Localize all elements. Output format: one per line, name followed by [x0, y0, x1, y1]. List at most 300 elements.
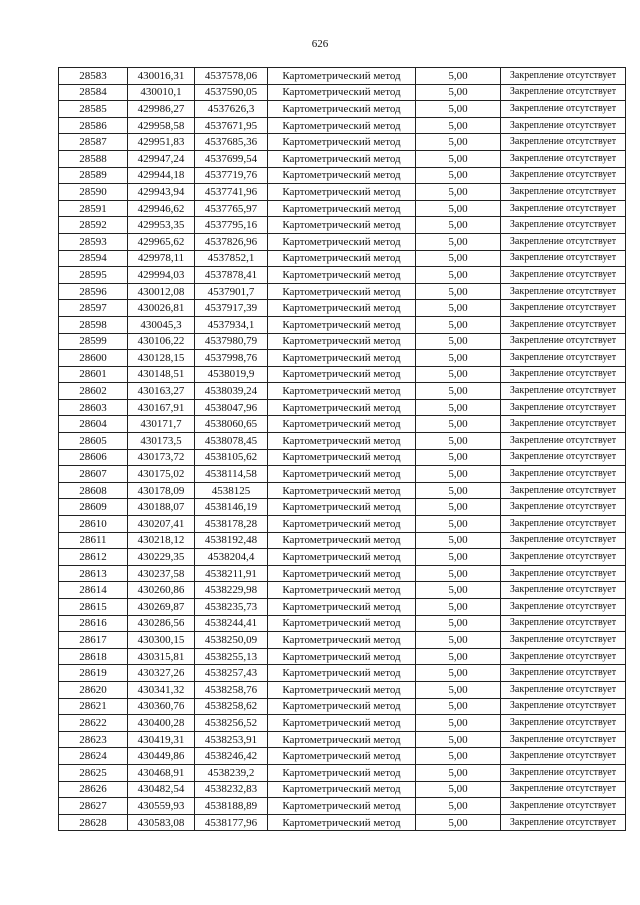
method-cell: Картометрический метод [268, 350, 416, 367]
table-row [59, 134, 626, 151]
y-coordinate-cell: 4538204,4 [195, 549, 268, 566]
point-number-cell: 28619 [59, 665, 128, 682]
precision-cell: 5,00 [416, 316, 501, 333]
method-cell: Картометрический метод [268, 184, 416, 201]
point-number-cell: 28610 [59, 516, 128, 533]
x-coordinate-cell: 430300,15 [128, 632, 195, 649]
method-cell: Картометрический метод [268, 117, 416, 134]
point-number-cell: 28609 [59, 499, 128, 516]
fixation-cell: Закрепление отсутствует [501, 366, 626, 383]
precision-cell: 5,00 [416, 565, 501, 582]
table-row [59, 267, 626, 284]
point-number-cell: 28615 [59, 599, 128, 616]
table-row [59, 499, 626, 516]
precision-cell: 5,00 [416, 350, 501, 367]
precision-cell: 5,00 [416, 117, 501, 134]
y-coordinate-cell: 4537795,16 [195, 217, 268, 234]
y-coordinate-cell: 4538257,43 [195, 665, 268, 682]
method-cell: Картометрический метод [268, 499, 416, 516]
y-coordinate-cell: 4537901,7 [195, 283, 268, 300]
method-cell: Картометрический метод [268, 250, 416, 267]
method-cell: Картометрический метод [268, 68, 416, 85]
table-row [59, 814, 626, 831]
x-coordinate-cell: 430260,86 [128, 582, 195, 599]
fixation-cell: Закрепление отсутствует [501, 482, 626, 499]
table-row [59, 482, 626, 499]
method-cell: Картометрический метод [268, 300, 416, 317]
table-row [59, 748, 626, 765]
precision-cell: 5,00 [416, 665, 501, 682]
fixation-cell: Закрепление отсутствует [501, 565, 626, 582]
precision-cell: 5,00 [416, 532, 501, 549]
fixation-cell: Закрепление отсутствует [501, 150, 626, 167]
fixation-cell: Закрепление отсутствует [501, 715, 626, 732]
x-coordinate-cell: 430286,56 [128, 615, 195, 632]
method-cell: Картометрический метод [268, 516, 416, 533]
point-number-cell: 28583 [59, 68, 128, 85]
fixation-cell: Закрепление отсутствует [501, 84, 626, 101]
precision-cell: 5,00 [416, 582, 501, 599]
precision-cell: 5,00 [416, 383, 501, 400]
point-number-cell: 28588 [59, 150, 128, 167]
y-coordinate-cell: 4537578,06 [195, 68, 268, 85]
method-cell: Картометрический метод [268, 748, 416, 765]
precision-cell: 5,00 [416, 233, 501, 250]
method-cell: Картометрический метод [268, 698, 416, 715]
fixation-cell: Закрепление отсутствует [501, 532, 626, 549]
y-coordinate-cell: 4538078,45 [195, 433, 268, 450]
y-coordinate-cell: 4538039,24 [195, 383, 268, 400]
precision-cell: 5,00 [416, 134, 501, 151]
y-coordinate-cell: 4537826,96 [195, 233, 268, 250]
x-coordinate-cell: 429944,18 [128, 167, 195, 184]
point-number-cell: 28589 [59, 167, 128, 184]
method-cell: Картометрический метод [268, 399, 416, 416]
fixation-cell: Закрепление отсутствует [501, 814, 626, 831]
method-cell: Картометрический метод [268, 217, 416, 234]
method-cell: Картометрический метод [268, 781, 416, 798]
fixation-cell: Закрепление отсутствует [501, 698, 626, 715]
precision-cell: 5,00 [416, 300, 501, 317]
fixation-cell: Закрепление отсутствует [501, 449, 626, 466]
x-coordinate-cell: 430315,81 [128, 648, 195, 665]
table-row [59, 184, 626, 201]
precision-cell: 5,00 [416, 648, 501, 665]
method-cell: Картометрический метод [268, 632, 416, 649]
table-row [59, 399, 626, 416]
x-coordinate-cell: 429951,83 [128, 134, 195, 151]
x-coordinate-cell: 430173,5 [128, 433, 195, 450]
y-coordinate-cell: 4538192,48 [195, 532, 268, 549]
method-cell: Картометрический метод [268, 316, 416, 333]
y-coordinate-cell: 4538177,96 [195, 814, 268, 831]
y-coordinate-cell: 4538239,2 [195, 764, 268, 781]
fixation-cell: Закрепление отсутствует [501, 68, 626, 85]
y-coordinate-cell: 4537852,1 [195, 250, 268, 267]
point-number-cell: 28593 [59, 233, 128, 250]
coordinates-table [58, 67, 626, 831]
table-row [59, 68, 626, 85]
x-coordinate-cell: 430449,86 [128, 748, 195, 765]
x-coordinate-cell: 430045,3 [128, 316, 195, 333]
table-row [59, 250, 626, 267]
method-cell: Картометрический метод [268, 599, 416, 616]
x-coordinate-cell: 430327,26 [128, 665, 195, 682]
table-row [59, 731, 626, 748]
method-cell: Картометрический метод [268, 565, 416, 582]
method-cell: Картометрический метод [268, 532, 416, 549]
table-row [59, 781, 626, 798]
precision-cell: 5,00 [416, 250, 501, 267]
y-coordinate-cell: 4538114,58 [195, 466, 268, 483]
point-number-cell: 28612 [59, 549, 128, 566]
point-number-cell: 28586 [59, 117, 128, 134]
fixation-cell: Закрепление отсутствует [501, 665, 626, 682]
fixation-cell: Закрепление отсутствует [501, 731, 626, 748]
y-coordinate-cell: 4537917,39 [195, 300, 268, 317]
method-cell: Картометрический метод [268, 366, 416, 383]
fixation-cell: Закрепление отсутствует [501, 134, 626, 151]
table-row [59, 150, 626, 167]
table-row [59, 449, 626, 466]
y-coordinate-cell: 4538125 [195, 482, 268, 499]
precision-cell: 5,00 [416, 781, 501, 798]
fixation-cell: Закрепление отсутствует [501, 516, 626, 533]
y-coordinate-cell: 4537685,36 [195, 134, 268, 151]
x-coordinate-cell: 430269,87 [128, 599, 195, 616]
table-row [59, 466, 626, 483]
table-row [59, 565, 626, 582]
method-cell: Картометрический метод [268, 549, 416, 566]
method-cell: Картометрический метод [268, 449, 416, 466]
point-number-cell: 28591 [59, 200, 128, 217]
point-number-cell: 28587 [59, 134, 128, 151]
y-coordinate-cell: 4537765,97 [195, 200, 268, 217]
x-coordinate-cell: 430106,22 [128, 333, 195, 350]
table-row [59, 798, 626, 815]
y-coordinate-cell: 4538258,62 [195, 698, 268, 715]
x-coordinate-cell: 430188,07 [128, 499, 195, 516]
point-number-cell: 28604 [59, 416, 128, 433]
method-cell: Картометрический метод [268, 433, 416, 450]
fixation-cell: Закрепление отсутствует [501, 350, 626, 367]
point-number-cell: 28597 [59, 300, 128, 317]
fixation-cell: Закрепление отсутствует [501, 599, 626, 616]
precision-cell: 5,00 [416, 184, 501, 201]
precision-cell: 5,00 [416, 731, 501, 748]
table-row [59, 316, 626, 333]
table-row [59, 366, 626, 383]
y-coordinate-cell: 4538047,96 [195, 399, 268, 416]
y-coordinate-cell: 4538229,98 [195, 582, 268, 599]
precision-cell: 5,00 [416, 200, 501, 217]
point-number-cell: 28627 [59, 798, 128, 815]
precision-cell: 5,00 [416, 84, 501, 101]
method-cell: Картометрический метод [268, 167, 416, 184]
point-number-cell: 28626 [59, 781, 128, 798]
y-coordinate-cell: 4537671,95 [195, 117, 268, 134]
y-coordinate-cell: 4538105,62 [195, 449, 268, 466]
y-coordinate-cell: 4538246,42 [195, 748, 268, 765]
point-number-cell: 28605 [59, 433, 128, 450]
point-number-cell: 28625 [59, 764, 128, 781]
method-cell: Картометрический метод [268, 101, 416, 118]
table-row [59, 350, 626, 367]
point-number-cell: 28594 [59, 250, 128, 267]
table-row [59, 333, 626, 350]
method-cell: Картометрический метод [268, 615, 416, 632]
fixation-cell: Закрепление отсутствует [501, 416, 626, 433]
page-number: 626 [311, 38, 329, 50]
point-number-cell: 28585 [59, 101, 128, 118]
x-coordinate-cell: 430360,76 [128, 698, 195, 715]
precision-cell: 5,00 [416, 698, 501, 715]
method-cell: Картометрический метод [268, 283, 416, 300]
fixation-cell: Закрепление отсутствует [501, 764, 626, 781]
fixation-cell: Закрепление отсутствует [501, 781, 626, 798]
x-coordinate-cell: 430229,35 [128, 549, 195, 566]
fixation-cell: Закрепление отсутствует [501, 681, 626, 698]
precision-cell: 5,00 [416, 764, 501, 781]
precision-cell: 5,00 [416, 516, 501, 533]
fixation-cell: Закрепление отсутствует [501, 582, 626, 599]
x-coordinate-cell: 430012,08 [128, 283, 195, 300]
x-coordinate-cell: 430400,28 [128, 715, 195, 732]
table-row [59, 582, 626, 599]
y-coordinate-cell: 4537998,76 [195, 350, 268, 367]
point-number-cell: 28618 [59, 648, 128, 665]
method-cell: Картометрический метод [268, 798, 416, 815]
x-coordinate-cell: 430419,31 [128, 731, 195, 748]
method-cell: Картометрический метод [268, 233, 416, 250]
x-coordinate-cell: 430016,31 [128, 68, 195, 85]
y-coordinate-cell: 4538256,52 [195, 715, 268, 732]
x-coordinate-cell: 430583,08 [128, 814, 195, 831]
precision-cell: 5,00 [416, 632, 501, 649]
method-cell: Картометрический метод [268, 383, 416, 400]
fixation-cell: Закрепление отсутствует [501, 648, 626, 665]
point-number-cell: 28598 [59, 316, 128, 333]
method-cell: Картометрический метод [268, 665, 416, 682]
x-coordinate-cell: 430148,51 [128, 366, 195, 383]
point-number-cell: 28608 [59, 482, 128, 499]
fixation-cell: Закрепление отсутствует [501, 798, 626, 815]
y-coordinate-cell: 4538019,9 [195, 366, 268, 383]
fixation-cell: Закрепление отсутствует [501, 499, 626, 516]
precision-cell: 5,00 [416, 366, 501, 383]
method-cell: Картометрический метод [268, 416, 416, 433]
table-row [59, 416, 626, 433]
precision-cell: 5,00 [416, 499, 501, 516]
precision-cell: 5,00 [416, 101, 501, 118]
precision-cell: 5,00 [416, 681, 501, 698]
point-number-cell: 28624 [59, 748, 128, 765]
y-coordinate-cell: 4537590,05 [195, 84, 268, 101]
point-number-cell: 28595 [59, 267, 128, 284]
table-row [59, 433, 626, 450]
precision-cell: 5,00 [416, 283, 501, 300]
precision-cell: 5,00 [416, 217, 501, 234]
y-coordinate-cell: 4537934,1 [195, 316, 268, 333]
table-row [59, 200, 626, 217]
x-coordinate-cell: 430482,54 [128, 781, 195, 798]
point-number-cell: 28590 [59, 184, 128, 201]
fixation-cell: Закрепление отсутствует [501, 316, 626, 333]
point-number-cell: 28599 [59, 333, 128, 350]
table-row [59, 167, 626, 184]
x-coordinate-cell: 429986,27 [128, 101, 195, 118]
y-coordinate-cell: 4538253,91 [195, 731, 268, 748]
y-coordinate-cell: 4538258,76 [195, 681, 268, 698]
x-coordinate-cell: 430175,02 [128, 466, 195, 483]
point-number-cell: 28600 [59, 350, 128, 367]
y-coordinate-cell: 4538232,83 [195, 781, 268, 798]
fixation-cell: Закрепление отсутствует [501, 250, 626, 267]
precision-cell: 5,00 [416, 68, 501, 85]
point-number-cell: 28601 [59, 366, 128, 383]
y-coordinate-cell: 4538060,65 [195, 416, 268, 433]
y-coordinate-cell: 4538255,13 [195, 648, 268, 665]
table-row [59, 300, 626, 317]
x-coordinate-cell: 429953,35 [128, 217, 195, 234]
fixation-cell: Закрепление отсутствует [501, 433, 626, 450]
x-coordinate-cell: 429965,62 [128, 233, 195, 250]
table-row [59, 84, 626, 101]
y-coordinate-cell: 4538244,41 [195, 615, 268, 632]
x-coordinate-cell: 429958,58 [128, 117, 195, 134]
x-coordinate-cell: 430218,12 [128, 532, 195, 549]
point-number-cell: 28621 [59, 698, 128, 715]
method-cell: Картометрический метод [268, 715, 416, 732]
method-cell: Картометрический метод [268, 134, 416, 151]
fixation-cell: Закрепление отсутствует [501, 466, 626, 483]
fixation-cell: Закрепление отсутствует [501, 399, 626, 416]
x-coordinate-cell: 429947,24 [128, 150, 195, 167]
y-coordinate-cell: 4538146,19 [195, 499, 268, 516]
x-coordinate-cell: 430163,27 [128, 383, 195, 400]
point-number-cell: 28613 [59, 565, 128, 582]
point-number-cell: 28617 [59, 632, 128, 649]
table-row [59, 615, 626, 632]
fixation-cell: Закрепление отсутствует [501, 267, 626, 284]
point-number-cell: 28602 [59, 383, 128, 400]
table-row [59, 715, 626, 732]
x-coordinate-cell: 430167,91 [128, 399, 195, 416]
point-number-cell: 28622 [59, 715, 128, 732]
point-number-cell: 28592 [59, 217, 128, 234]
method-cell: Картометрический метод [268, 731, 416, 748]
table-row [59, 117, 626, 134]
fixation-cell: Закрепление отсутствует [501, 748, 626, 765]
x-coordinate-cell: 430010,1 [128, 84, 195, 101]
x-coordinate-cell: 430341,32 [128, 681, 195, 698]
table-row [59, 516, 626, 533]
point-number-cell: 28584 [59, 84, 128, 101]
method-cell: Картометрический метод [268, 150, 416, 167]
method-cell: Картометрический метод [268, 582, 416, 599]
x-coordinate-cell: 429943,94 [128, 184, 195, 201]
x-coordinate-cell: 429978,11 [128, 250, 195, 267]
x-coordinate-cell: 430128,15 [128, 350, 195, 367]
fixation-cell: Закрепление отсутствует [501, 549, 626, 566]
point-number-cell: 28616 [59, 615, 128, 632]
table-row [59, 681, 626, 698]
table-row [59, 383, 626, 400]
y-coordinate-cell: 4537719,76 [195, 167, 268, 184]
fixation-cell: Закрепление отсутствует [501, 217, 626, 234]
precision-cell: 5,00 [416, 449, 501, 466]
x-coordinate-cell: 429946,62 [128, 200, 195, 217]
point-number-cell: 28606 [59, 449, 128, 466]
point-number-cell: 28611 [59, 532, 128, 549]
fixation-cell: Закрепление отсутствует [501, 615, 626, 632]
table-row [59, 217, 626, 234]
point-number-cell: 28607 [59, 466, 128, 483]
table-row [59, 283, 626, 300]
precision-cell: 5,00 [416, 549, 501, 566]
fixation-cell: Закрепление отсутствует [501, 632, 626, 649]
method-cell: Картометрический метод [268, 482, 416, 499]
table-row [59, 698, 626, 715]
y-coordinate-cell: 4538178,28 [195, 516, 268, 533]
y-coordinate-cell: 4537878,41 [195, 267, 268, 284]
fixation-cell: Закрепление отсутствует [501, 117, 626, 134]
precision-cell: 5,00 [416, 748, 501, 765]
y-coordinate-cell: 4538250,09 [195, 632, 268, 649]
point-number-cell: 28596 [59, 283, 128, 300]
precision-cell: 5,00 [416, 715, 501, 732]
table-row [59, 101, 626, 118]
method-cell: Картометрический метод [268, 764, 416, 781]
y-coordinate-cell: 4537980,79 [195, 333, 268, 350]
x-coordinate-cell: 430207,41 [128, 516, 195, 533]
point-number-cell: 28620 [59, 681, 128, 698]
y-coordinate-cell: 4537626,3 [195, 101, 268, 118]
precision-cell: 5,00 [416, 482, 501, 499]
method-cell: Картометрический метод [268, 466, 416, 483]
x-coordinate-cell: 430468,91 [128, 764, 195, 781]
method-cell: Картометрический метод [268, 648, 416, 665]
table-row [59, 599, 626, 616]
precision-cell: 5,00 [416, 150, 501, 167]
fixation-cell: Закрепление отсутствует [501, 184, 626, 201]
y-coordinate-cell: 4537699,54 [195, 150, 268, 167]
precision-cell: 5,00 [416, 599, 501, 616]
method-cell: Картометрический метод [268, 200, 416, 217]
table-row [59, 549, 626, 566]
point-number-cell: 28614 [59, 582, 128, 599]
method-cell: Картометрический метод [268, 267, 416, 284]
table-row [59, 532, 626, 549]
table-row [59, 233, 626, 250]
fixation-cell: Закрепление отсутствует [501, 383, 626, 400]
x-coordinate-cell: 430171,7 [128, 416, 195, 433]
y-coordinate-cell: 4538235,73 [195, 599, 268, 616]
fixation-cell: Закрепление отсутствует [501, 233, 626, 250]
fixation-cell: Закрепление отсутствует [501, 167, 626, 184]
x-coordinate-cell: 429994,03 [128, 267, 195, 284]
fixation-cell: Закрепление отсутствует [501, 300, 626, 317]
x-coordinate-cell: 430026,81 [128, 300, 195, 317]
x-coordinate-cell: 430178,09 [128, 482, 195, 499]
precision-cell: 5,00 [416, 433, 501, 450]
precision-cell: 5,00 [416, 167, 501, 184]
method-cell: Картометрический метод [268, 333, 416, 350]
precision-cell: 5,00 [416, 399, 501, 416]
fixation-cell: Закрепление отсутствует [501, 283, 626, 300]
precision-cell: 5,00 [416, 814, 501, 831]
fixation-cell: Закрепление отсутствует [501, 333, 626, 350]
